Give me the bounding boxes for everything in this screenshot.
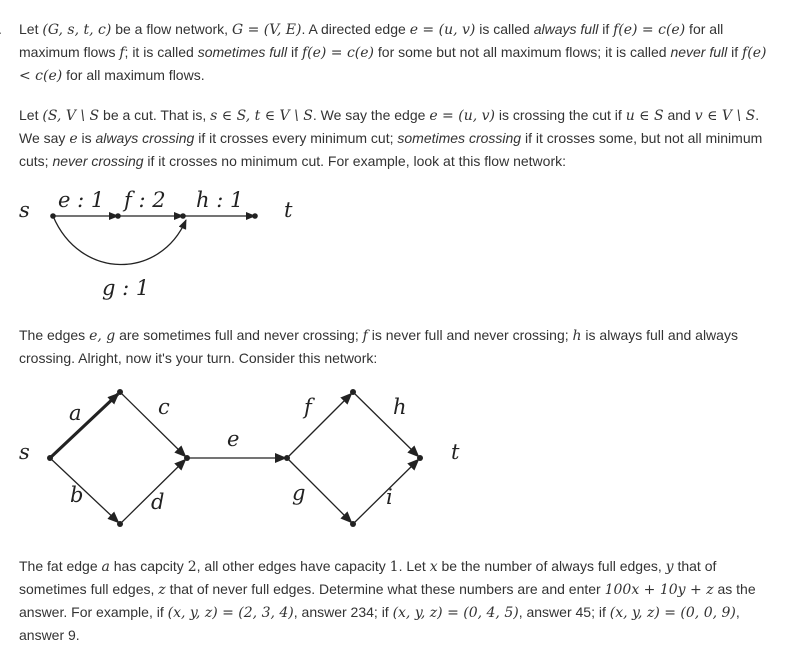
node-mid-left bbox=[184, 455, 190, 461]
text: for all maximum flows bbox=[19, 21, 724, 60]
text: , answer 234; if bbox=[293, 604, 393, 620]
math: G = (V, E) bbox=[231, 22, 302, 38]
math: e, g bbox=[89, 328, 116, 344]
text: , all other edges have capacity bbox=[196, 558, 390, 574]
label-e: e bbox=[227, 427, 240, 451]
term-sometimes-full: sometimes full bbox=[197, 44, 288, 60]
text: , answer 45; if bbox=[518, 604, 610, 620]
math: e = (u, v) bbox=[429, 108, 495, 124]
text: The edges bbox=[19, 327, 90, 343]
node-top-right bbox=[350, 389, 356, 395]
text: is called bbox=[475, 21, 534, 37]
text: Let bbox=[19, 21, 43, 37]
math: y bbox=[665, 559, 674, 575]
math: u ∈ S bbox=[625, 108, 664, 124]
math: (x, y, z) = (0, 4, 5) bbox=[392, 605, 519, 621]
edge-f bbox=[287, 394, 351, 458]
label-f: f bbox=[304, 395, 312, 419]
text: that of never full edges. Determine what these numbers are and enter bbox=[165, 581, 605, 597]
term-never-full: never full bbox=[670, 44, 728, 60]
text: are sometimes full and never crossing; bbox=[115, 327, 363, 343]
node-bottom-right bbox=[350, 521, 356, 527]
label-h: h : 1 bbox=[196, 188, 244, 212]
text: if bbox=[598, 21, 614, 37]
text: for some but not all maximum flows; it is called bbox=[374, 44, 671, 60]
node-t bbox=[417, 455, 423, 461]
label-f: f : 2 bbox=[124, 188, 166, 212]
text: is always full and always crossing. Alright, now it's your turn. Consider this network: bbox=[19, 327, 738, 366]
math: f(e) = c(e) bbox=[613, 22, 686, 38]
text: as the answer. For example, if bbox=[19, 581, 756, 620]
exercise-flow-network bbox=[10, 380, 490, 540]
label-s: s bbox=[19, 198, 30, 222]
math: e = (u, v) bbox=[409, 22, 476, 38]
edge-g bbox=[53, 216, 186, 265]
text: that of sometimes full edges, bbox=[19, 558, 717, 597]
text: if bbox=[727, 44, 743, 60]
text: if bbox=[287, 44, 302, 60]
math: 1 bbox=[389, 559, 399, 575]
edge-c bbox=[120, 392, 185, 456]
label-a: a bbox=[69, 401, 82, 425]
text: be the number of always full edges, bbox=[437, 558, 666, 574]
math: (x, y, z) = (0, 0, 9) bbox=[609, 605, 736, 621]
term-sometimes-crossing: sometimes crossing bbox=[397, 130, 522, 146]
term-never-crossing: never crossing bbox=[52, 153, 144, 169]
node-bottom-left bbox=[117, 521, 123, 527]
math: f bbox=[119, 45, 125, 61]
text: if it crosses every minimum cut; bbox=[194, 130, 398, 146]
paragraph-example-explanation bbox=[19, 324, 779, 369]
text: if it crosses some, but not all minimum cuts; bbox=[19, 130, 763, 169]
node-s bbox=[50, 213, 56, 219]
label-d: d bbox=[151, 490, 165, 514]
node-mid-right bbox=[284, 455, 290, 461]
paragraph-task bbox=[19, 555, 779, 646]
text: . We say the edge bbox=[312, 107, 430, 123]
text: and bbox=[663, 107, 695, 123]
edge-h bbox=[353, 392, 418, 456]
text: Let bbox=[19, 107, 43, 123]
paragraph-definitions-crossing bbox=[19, 104, 779, 172]
text: . A directed edge bbox=[301, 21, 410, 37]
math: s ∈ S, t ∈ V \ S bbox=[210, 108, 313, 124]
math: 100x + 10y + z bbox=[604, 582, 714, 598]
paragraph-definitions-full bbox=[19, 18, 779, 87]
edge-a bbox=[50, 394, 118, 458]
math: x bbox=[429, 559, 438, 575]
math: v ∈ V \ S bbox=[694, 108, 756, 124]
term-always-full: always full bbox=[533, 21, 599, 37]
text: be a flow network, bbox=[111, 21, 232, 37]
text: for all maximum flows. bbox=[62, 67, 205, 83]
math: a bbox=[101, 559, 110, 575]
label-c: c bbox=[158, 395, 170, 419]
label-b: b bbox=[70, 483, 84, 507]
math: e bbox=[69, 131, 78, 147]
problem-number bbox=[0, 18, 2, 40]
math: z bbox=[158, 582, 166, 598]
text: The fat edge bbox=[19, 558, 102, 574]
text: . Let bbox=[398, 558, 430, 574]
text: has capcity bbox=[109, 558, 188, 574]
label-t: t bbox=[451, 440, 460, 464]
label-i: i bbox=[386, 485, 393, 509]
text: if it crosses no minimum cut. For example, look at this flow network: bbox=[143, 153, 566, 169]
text: . We say bbox=[19, 107, 760, 146]
math: 2 bbox=[187, 559, 197, 575]
text: , answer 9. bbox=[19, 604, 740, 643]
math: f bbox=[362, 328, 368, 344]
label-s: s bbox=[19, 440, 30, 464]
math: (S, V \ S bbox=[42, 108, 100, 124]
node-t bbox=[252, 213, 258, 219]
text: ; it is called bbox=[124, 44, 198, 60]
math: f(e) < c(e) bbox=[19, 45, 767, 84]
math: (G, s, t, c) bbox=[42, 22, 112, 38]
term-always-crossing: always crossing bbox=[95, 130, 195, 146]
edge-b bbox=[50, 458, 118, 522]
node-v bbox=[180, 213, 186, 219]
math: f(e) = c(e) bbox=[301, 45, 375, 61]
example-flow-network bbox=[10, 180, 330, 305]
label-g: g : 1 bbox=[102, 276, 150, 300]
math: (x, y, z) = (2, 3, 4) bbox=[167, 605, 294, 621]
math: h bbox=[572, 328, 582, 344]
label-e: e : 1 bbox=[58, 188, 105, 212]
node-s bbox=[47, 455, 53, 461]
label-g: g bbox=[292, 481, 306, 505]
node-u bbox=[115, 213, 121, 219]
text: is never full and never crossing; bbox=[367, 327, 573, 343]
text: is bbox=[77, 130, 96, 146]
label-t: t bbox=[284, 198, 293, 222]
node-top-left bbox=[117, 389, 123, 395]
text: be a cut. That is, bbox=[99, 107, 211, 123]
label-h: h bbox=[393, 395, 407, 419]
text: is crossing the cut if bbox=[494, 107, 626, 123]
